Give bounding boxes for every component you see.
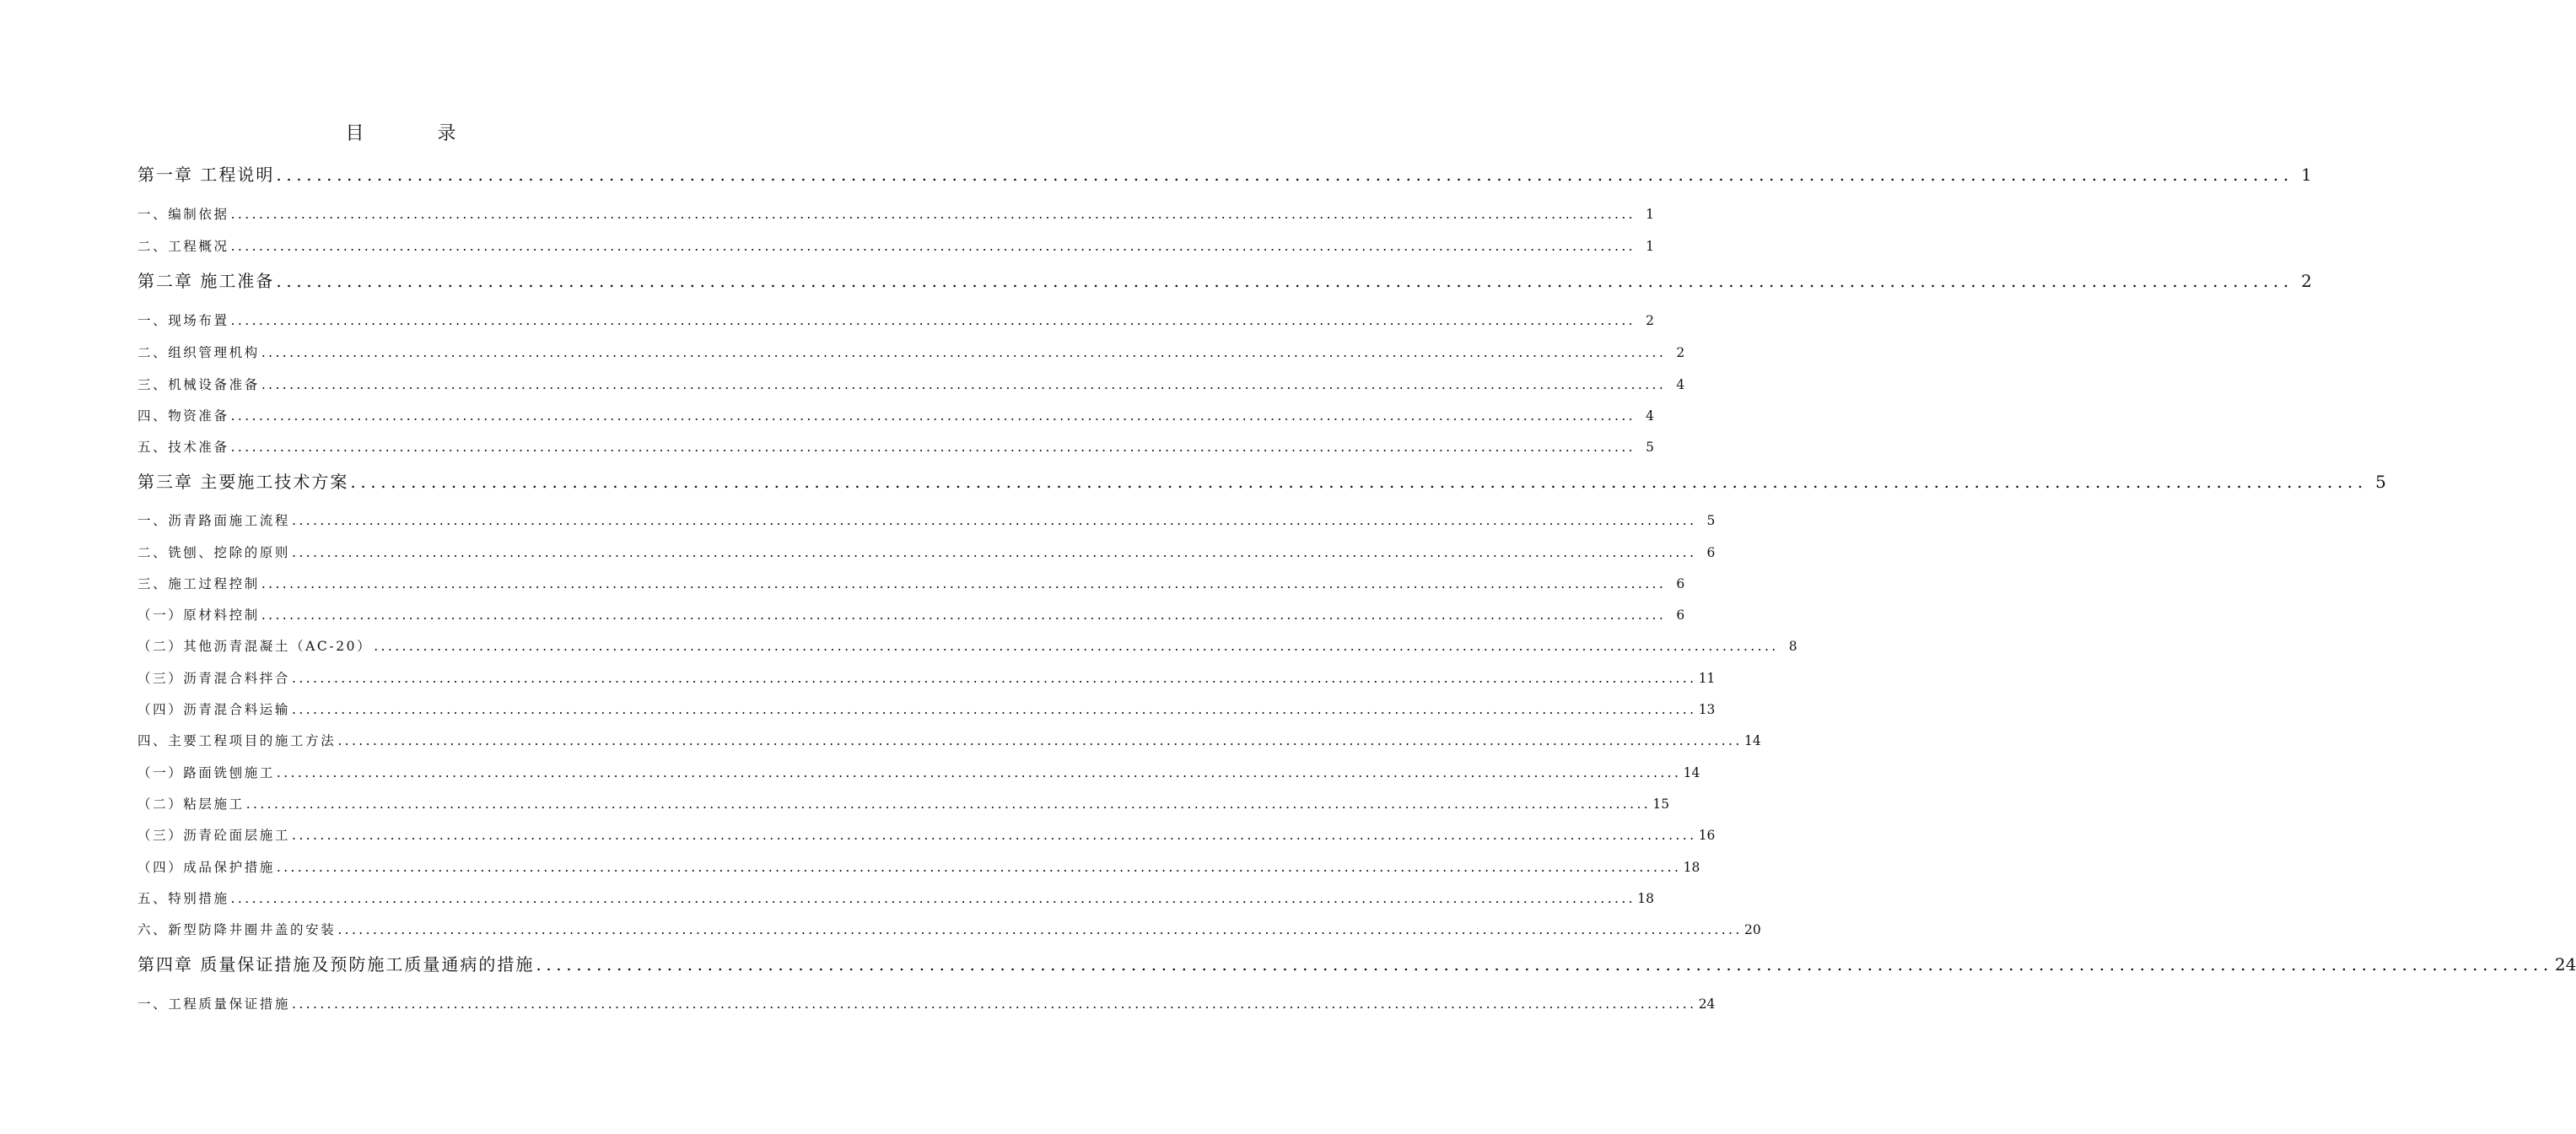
- toc-leader-dots: ........................................................................................................................................................................................................: [536, 954, 2553, 975]
- toc-page-number: 20: [1743, 922, 1761, 937]
- toc-page-number: 1: [1646, 239, 1655, 254]
- toc-section-entry[interactable]: [137, 920, 1761, 940]
- toc-leader-dots: ........................................................................................................................................................................................................: [374, 639, 1779, 654]
- toc-leader-dots: ........................................................................................................................................................................................................: [245, 796, 1652, 812]
- toc-leader-dots: ........................................................................................................................................................................................................: [261, 345, 1667, 360]
- toc-leader-dots: ........................................................................................................................................................................................................: [292, 513, 1697, 528]
- toc-leader-dots: ........................................................................................................................................................................................................: [230, 239, 1636, 254]
- toc-entry-label: 三、机械设备准备: [137, 377, 260, 392]
- toc-page-number: 15: [1652, 796, 1670, 812]
- toc-entry-label: （四）成品保护措施: [137, 860, 275, 875]
- toc-leader-dots: ........................................................................................................................................................................................................: [230, 207, 1636, 222]
- toc-chapter-entry[interactable]: [137, 162, 2312, 187]
- toc-entry-label: 一、工程质量保证措施: [137, 996, 291, 1012]
- toc-section-entry[interactable]: [137, 994, 1716, 1014]
- toc-section-entry[interactable]: [137, 857, 1700, 878]
- toc-section-entry[interactable]: [137, 236, 1655, 256]
- toc-entry-label: 第三章 主要施工技术方案: [137, 472, 349, 492]
- toc-page-number: 5: [1646, 440, 1655, 455]
- toc-entry-label: 四、主要工程项目的施工方法: [137, 733, 337, 748]
- toc-entry-label: （二）其他沥青混凝土（AC-20）: [137, 639, 373, 654]
- toc-section-entry[interactable]: [137, 825, 1716, 845]
- toc-leader-dots: ........................................................................................................................................................................................................: [292, 702, 1697, 717]
- toc-page-number: 6: [1676, 576, 1685, 591]
- toc-section-entry[interactable]: [137, 310, 1655, 331]
- toc-page-number: 18: [1683, 860, 1700, 875]
- toc-entry-label: （三）沥青混合料拌合: [137, 671, 291, 686]
- toc-entry-label: 二、组织管理机构: [137, 345, 260, 360]
- toc-page-number: 11: [1698, 671, 1716, 686]
- toc-section-entry[interactable]: [137, 437, 1655, 457]
- toc-entry-label: 三、施工过程控制: [137, 576, 260, 591]
- toc-page-number: 1: [1646, 207, 1655, 222]
- toc-page-number: 6: [1706, 545, 1716, 560]
- toc-section-entry[interactable]: [137, 204, 1655, 224]
- toc-page-number: 5: [1706, 513, 1716, 528]
- toc-page-number: 16: [1698, 828, 1716, 843]
- toc-page-number: 8: [1788, 639, 1797, 654]
- toc-page-number: 2: [2301, 271, 2312, 291]
- toc-entry-label: （三）沥青砼面层施工: [137, 828, 291, 843]
- toc-entry-label: 一、现场布置: [137, 313, 229, 328]
- toc-page-number: 2: [1676, 345, 1685, 360]
- toc-page-number: 24: [2554, 954, 2576, 975]
- toc-page-number: 13: [1698, 702, 1716, 717]
- toc-section-entry[interactable]: [137, 343, 1685, 363]
- toc-title: 目 录: [345, 123, 490, 144]
- toc-entry-label: 第一章 工程说明: [137, 165, 275, 185]
- toc-section-entry[interactable]: [137, 794, 1670, 814]
- toc-leader-dots: ........................................................................................................................................................................................................: [276, 765, 1682, 780]
- toc-entry-label: 一、沥青路面施工流程: [137, 513, 291, 528]
- toc-page-number: 6: [1676, 608, 1685, 623]
- toc-entry-label: （一）路面铣刨施工: [137, 765, 275, 780]
- toc-chapter-entry[interactable]: [137, 952, 2576, 977]
- toc-section-entry[interactable]: [137, 731, 1761, 751]
- toc-page-number: 4: [1676, 377, 1685, 392]
- toc-page-number: 14: [1683, 765, 1700, 780]
- toc-leader-dots: ........................................................................................................................................................................................................: [337, 922, 1743, 937]
- toc-leader-dots: ........................................................................................................................................................................................................: [230, 313, 1636, 328]
- toc-section-entry[interactable]: [137, 406, 1655, 426]
- toc-leader-dots: ........................................................................................................................................................................................................: [276, 271, 2293, 291]
- toc-leader-dots: ........................................................................................................................................................................................................: [230, 408, 1636, 424]
- toc-leader-dots: ........................................................................................................................................................................................................: [261, 377, 1667, 392]
- toc-page-number: 1: [2301, 165, 2312, 185]
- toc-section-entry[interactable]: [137, 668, 1716, 688]
- toc-leader-dots: ........................................................................................................................................................................................................: [230, 891, 1636, 906]
- toc-leader-dots: ........................................................................................................................................................................................................: [292, 828, 1697, 843]
- toc-entry-label: （二）粘层施工: [137, 796, 245, 812]
- toc-leader-dots: ........................................................................................................................................................................................................: [276, 860, 1682, 875]
- toc-leader-dots: ........................................................................................................................................................................................................: [261, 576, 1667, 591]
- toc-page-number: 5: [2375, 472, 2386, 492]
- toc-page-number: 14: [1743, 733, 1761, 748]
- toc-section-entry[interactable]: [137, 605, 1685, 625]
- toc-section-entry[interactable]: [137, 636, 1797, 656]
- toc-page-number: 18: [1637, 891, 1655, 906]
- toc-chapter-entry[interactable]: [137, 469, 2386, 494]
- toc-leader-dots: ........................................................................................................................................................................................................: [292, 671, 1697, 686]
- toc-leader-dots: ........................................................................................................................................................................................................: [292, 545, 1697, 560]
- toc-page-number: 4: [1646, 408, 1655, 424]
- toc-entry-label: 一、编制依据: [137, 207, 229, 222]
- toc-page-number: 2: [1646, 313, 1655, 328]
- toc-leader-dots: ........................................................................................................................................................................................................: [292, 996, 1697, 1012]
- toc-entry-label: 四、物资准备: [137, 408, 229, 424]
- toc-entry-label: 六、新型防降井圈井盖的安装: [137, 922, 337, 937]
- toc-entry-label: 二、铣刨、挖除的原则: [137, 545, 291, 560]
- toc-chapter-entry[interactable]: [137, 268, 2312, 294]
- toc-leader-dots: ........................................................................................................................................................................................................: [337, 733, 1743, 748]
- toc-leader-dots: ........................................................................................................................................................................................................: [230, 440, 1636, 455]
- toc-entry-label: 第二章 施工准备: [137, 271, 275, 291]
- toc-leader-dots: ........................................................................................................................................................................................................: [350, 472, 2368, 492]
- toc-entry-label: 二、工程概况: [137, 239, 229, 254]
- toc-section-entry[interactable]: [137, 699, 1716, 720]
- toc-section-entry[interactable]: [137, 510, 1716, 531]
- toc-page-number: 24: [1698, 996, 1716, 1012]
- toc-section-entry[interactable]: [137, 574, 1685, 594]
- toc-entry-label: （一）原材料控制: [137, 608, 260, 623]
- toc-section-entry[interactable]: [137, 888, 1655, 909]
- toc-entry-label: （四）沥青混合料运输: [137, 702, 291, 717]
- toc-entry-label: 第四章 质量保证措施及预防施工质量通病的措施: [137, 954, 535, 975]
- toc-leader-dots: ........................................................................................................................................................................................................: [261, 608, 1667, 623]
- toc-entry-label: 五、技术准备: [137, 440, 229, 455]
- toc-entry-label: 五、特别措施: [137, 891, 229, 906]
- toc-section-entry[interactable]: [137, 375, 1685, 395]
- toc-section-entry[interactable]: [137, 763, 1700, 783]
- toc-leader-dots: ........................................................................................................................................................................................................: [276, 165, 2293, 185]
- toc-section-entry[interactable]: [137, 543, 1716, 563]
